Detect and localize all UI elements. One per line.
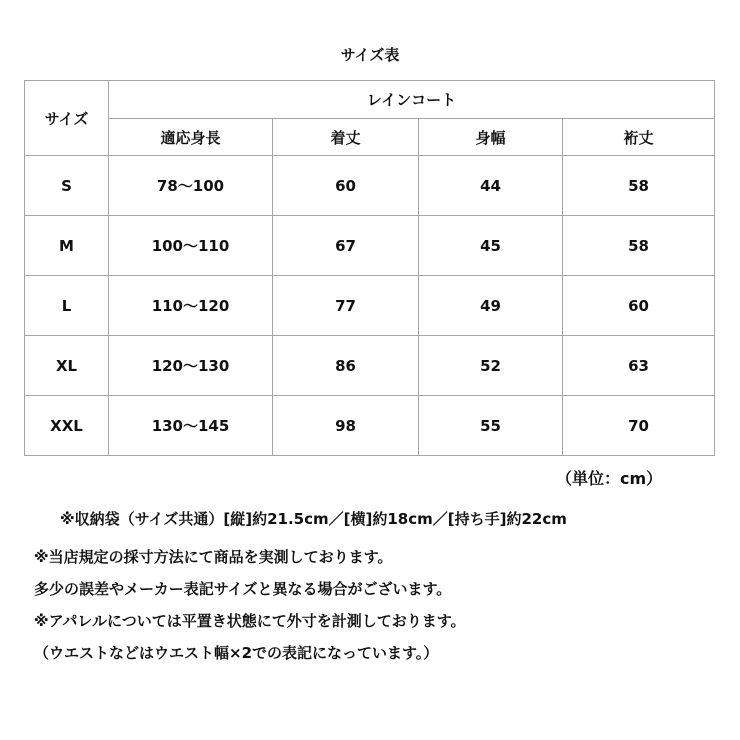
width-cell: 49 <box>419 276 563 336</box>
size-cell: S <box>25 156 109 216</box>
width-cell: 55 <box>419 396 563 456</box>
length-cell: 60 <box>273 156 419 216</box>
size-header: サイズ <box>25 81 109 156</box>
length-cell: 67 <box>273 216 419 276</box>
size-cell: XL <box>25 336 109 396</box>
apparel-note: ※アパレルについては平置き状態にて外寸を計測しております。 <box>34 612 466 630</box>
height-cell: 130〜145 <box>109 396 273 456</box>
sleeve-cell: 63 <box>563 336 715 396</box>
width-cell: 52 <box>419 336 563 396</box>
size-cell: XXL <box>25 396 109 456</box>
tolerance-note: 多少の誤差やメーカー表記サイズと異なる場合がございます。 <box>34 580 452 598</box>
table-subheader-row <box>25 119 715 156</box>
waist-note: （ウエストなどはウエスト幅×2での表記になっています。） <box>34 644 439 662</box>
size-cell: M <box>25 216 109 276</box>
sleeve-cell: 60 <box>563 276 715 336</box>
size-cell: L <box>25 276 109 336</box>
table-row <box>25 336 715 396</box>
length-cell: 98 <box>273 396 419 456</box>
measurement-note: ※当店規定の採寸方法にて商品を実測しております。 <box>34 548 393 566</box>
height-cell: 110〜120 <box>109 276 273 336</box>
unit-label: （単位：cm） <box>556 469 663 488</box>
sleeve-cell: 58 <box>563 156 715 216</box>
size-table <box>24 80 715 456</box>
sleeve-cell: 58 <box>563 216 715 276</box>
width-cell: 44 <box>419 156 563 216</box>
column-header-sleeve: 裄丈 <box>563 119 715 156</box>
length-cell: 77 <box>273 276 419 336</box>
table-row <box>25 156 715 216</box>
storage-bag-note: ※収納袋（サイズ共通）[縦]約21.5cm／[横]約18cm／[持ち手]約22cm <box>60 510 567 528</box>
column-header-length: 着丈 <box>273 119 419 156</box>
table-header-row <box>25 81 715 119</box>
height-cell: 100〜110 <box>109 216 273 276</box>
column-header-height: 適応身長 <box>109 119 273 156</box>
sleeve-cell: 70 <box>563 396 715 456</box>
table-row <box>25 396 715 456</box>
raincoat-header: レインコート <box>109 81 715 119</box>
column-header-width: 身幅 <box>419 119 563 156</box>
table-row <box>25 276 715 336</box>
height-cell: 120〜130 <box>109 336 273 396</box>
length-cell: 86 <box>273 336 419 396</box>
width-cell: 45 <box>419 216 563 276</box>
height-cell: 78〜100 <box>109 156 273 216</box>
table-row <box>25 216 715 276</box>
page-title: サイズ表 <box>340 46 400 64</box>
